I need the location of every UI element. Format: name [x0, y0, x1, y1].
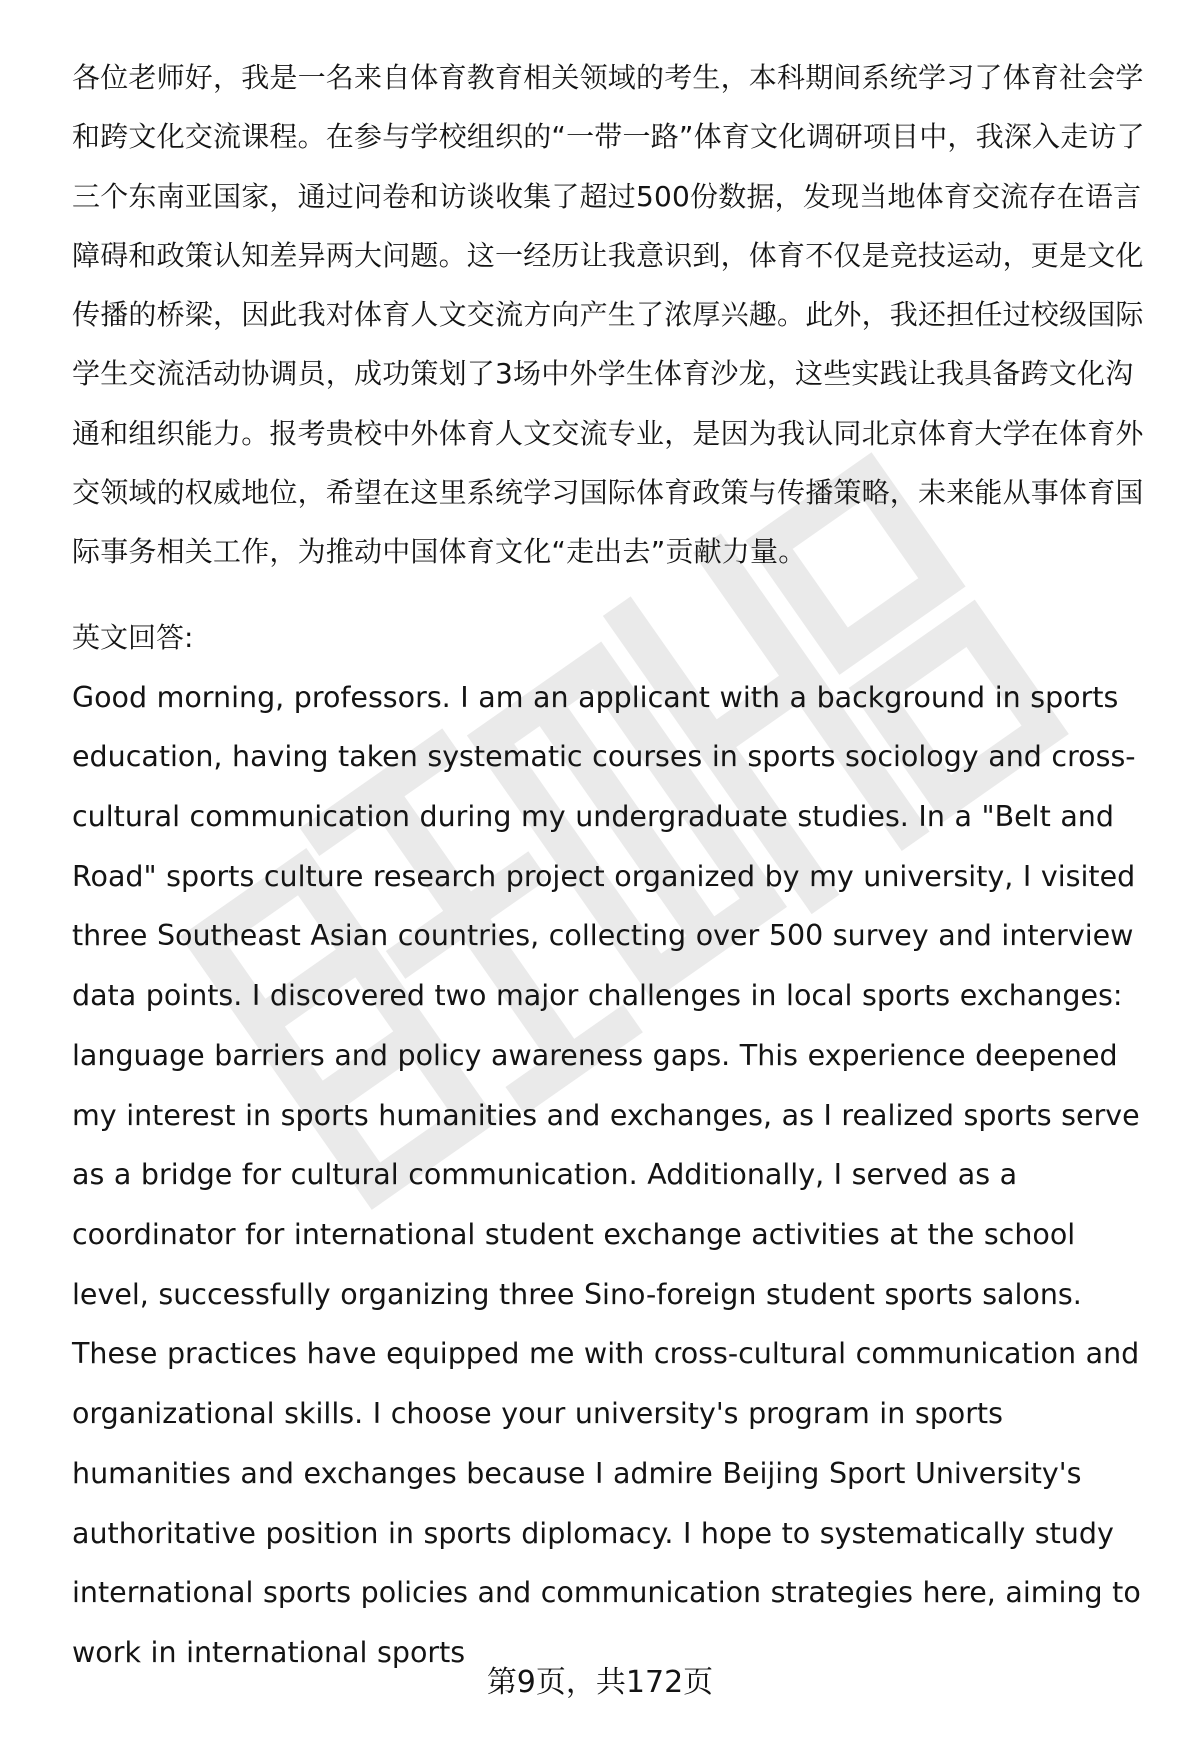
page-content — [72, 48, 1152, 1683]
chinese-answer-paragraph: 各位老师好，我是一名来自体育教育相关领域的考生，本科期间系统学习了体育社会学和跨文化交流课程。在参与学校组织的“一带一路”体育文化调研项目中，我深入走访了三个东南亚国家，通过问卷和访谈收集了超过500份数据，发现当地体育交流存在语言障碍和政策认知差异两大问题。这一经历让我意识到，体育不仅是竞技运动，更是文化传播的桥梁，因此我对体育人文交流方向产生了浓厚兴趣。此外，我还担任过校级国际学生交流活动协调员，成功策划了3场中外学生体育沙龙，这些实践让我具备跨文化沟通和组织能力。报考贵校中外体育人文交流专业，是因为我认同北京体育大学在体育外交领域的权威地位，希望在这里系统学习国际体育政策与传播策略，未来能从事体育国际事务相关工作，为推动中国体育文化“走出去”贡献力量。 — [72, 61, 1145, 569]
english-answer-paragraph: Good morning, professors. I am an applicant with a background in sports education, having taken systematic courses in sports sociology and cross-cultural communication during my undergraduate studies. In a "Belt and Road" sports culture research project organized by my university, I visited three Southeast Asian countries, collecting over 500 survey and interview data points. I discovered two major challenges in local sports exchanges: language barriers and policy awareness gaps. This experience deepened my interest in sports humanities and exchanges, as I realized sports serve as a bridge for cultural communication. Additionally, I served as a coordinator for international student exchange activities at the school level, successfully organizing three Sino-foreign student sports salons. These practices have equipped me with cross-cultural communication and organizational skills. I choose your university's program in sports humanities and exchanges because I admire Beijing Sport University's authoritative position in sports diplomacy. I hope to systematically study international sports policies and communication strategies here, aiming to work in international sports — [72, 680, 1141, 1669]
english-answer-label: 英文回答: — [72, 620, 194, 654]
page-number-footer: 第9页，共172页 — [486, 1665, 714, 1700]
